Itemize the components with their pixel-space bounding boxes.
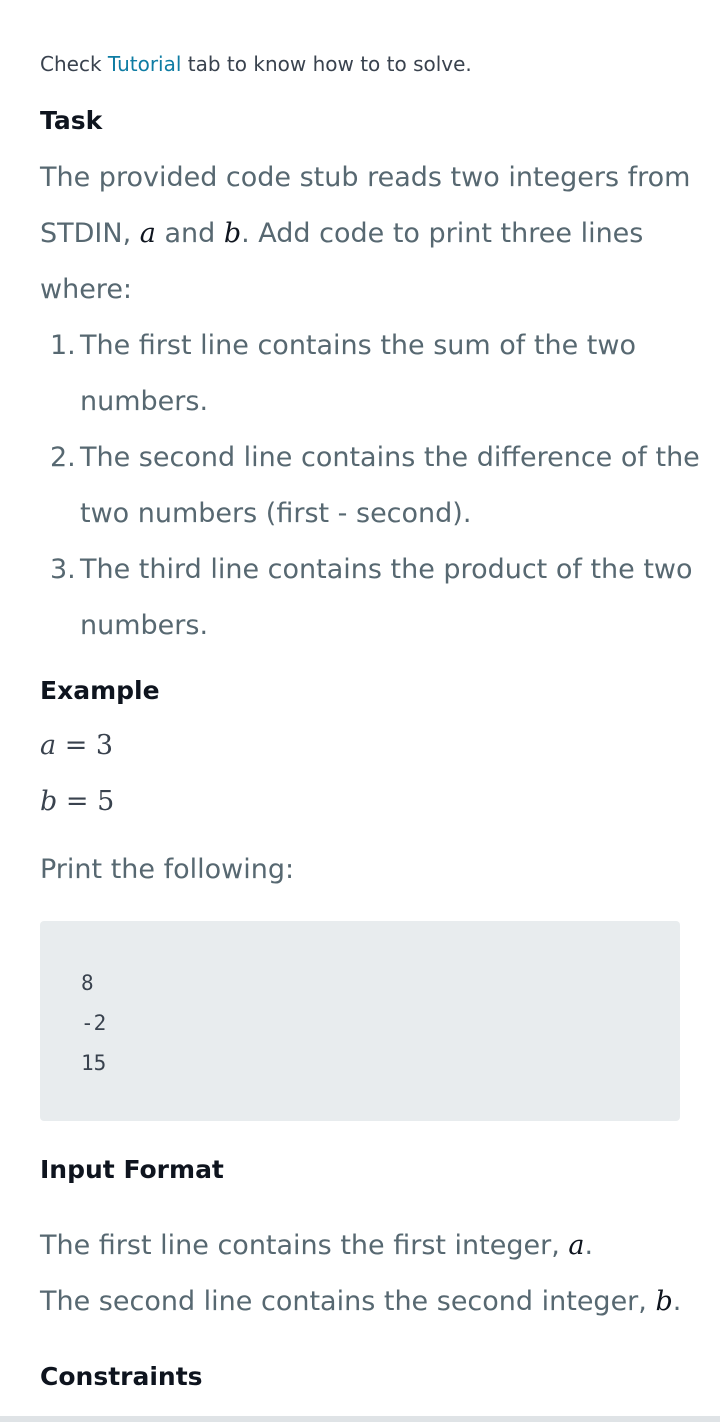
list-item-2-line-2: two numbers (first - second).	[80, 498, 472, 529]
output-line-2: -2	[81, 1011, 107, 1035]
output-line-3: 15	[81, 1051, 107, 1075]
input-var-b: b	[655, 1286, 673, 1317]
sample-output-block	[40, 921, 680, 1121]
task-line-2-mid: and	[155, 218, 224, 249]
list-item-3-line-2: numbers.	[80, 610, 209, 641]
task-line-2-post: . Add code to print three lines	[241, 218, 644, 249]
tutorial-link[interactable]: Tutorial	[107, 52, 182, 76]
task-line-2	[40, 218, 643, 249]
input-format-heading: Input Format	[40, 1155, 224, 1184]
var-a: a	[139, 218, 156, 249]
tutorial-hint	[40, 52, 472, 76]
example-a-equation	[40, 730, 113, 761]
example-a-value: = 3	[56, 730, 114, 761]
input-format-line-2	[40, 1286, 681, 1317]
constraints-heading: Constraints	[40, 1362, 203, 1391]
list-item-1-number: 1.	[50, 330, 76, 361]
task-line-3: where:	[40, 274, 133, 305]
list-item-2-line-1: The second line contains the difference of the	[80, 442, 700, 473]
list-item-1-line-1: The first line contains the sum of the two	[80, 330, 636, 361]
task-line-1: The provided code stub reads two integers from	[40, 162, 691, 193]
list-item-1-line-2: numbers.	[80, 386, 209, 417]
hint-suffix: tab to know how to to solve.	[181, 52, 472, 76]
output-line-1: 8	[81, 971, 94, 995]
input-format-line-1-text: The first line contains the first integer,	[40, 1230, 569, 1261]
bottom-divider	[0, 1416, 720, 1422]
task-heading: Task	[40, 106, 103, 135]
list-item-3-number: 3.	[50, 554, 76, 585]
list-item-3-line-1: The third line contains the product of the two	[80, 554, 693, 585]
var-b: b	[223, 218, 242, 249]
example-b-equation	[40, 786, 114, 817]
example-a-var: a	[40, 730, 57, 761]
input-format-line-2-end: .	[672, 1286, 682, 1317]
example-b-value: = 5	[57, 786, 115, 817]
input-format-line-1	[40, 1230, 593, 1261]
print-following-label: Print the following:	[40, 854, 295, 885]
list-item-2-number: 2.	[50, 442, 76, 473]
hint-prefix: Check	[40, 52, 108, 76]
task-line-2-pre: STDIN,	[40, 218, 140, 249]
example-b-var: b	[40, 786, 58, 817]
input-var-a: a	[568, 1230, 585, 1261]
input-format-line-1-end: .	[584, 1230, 594, 1261]
example-heading: Example	[40, 676, 160, 705]
input-format-line-2-text: The second line contains the second integer,	[40, 1286, 656, 1317]
